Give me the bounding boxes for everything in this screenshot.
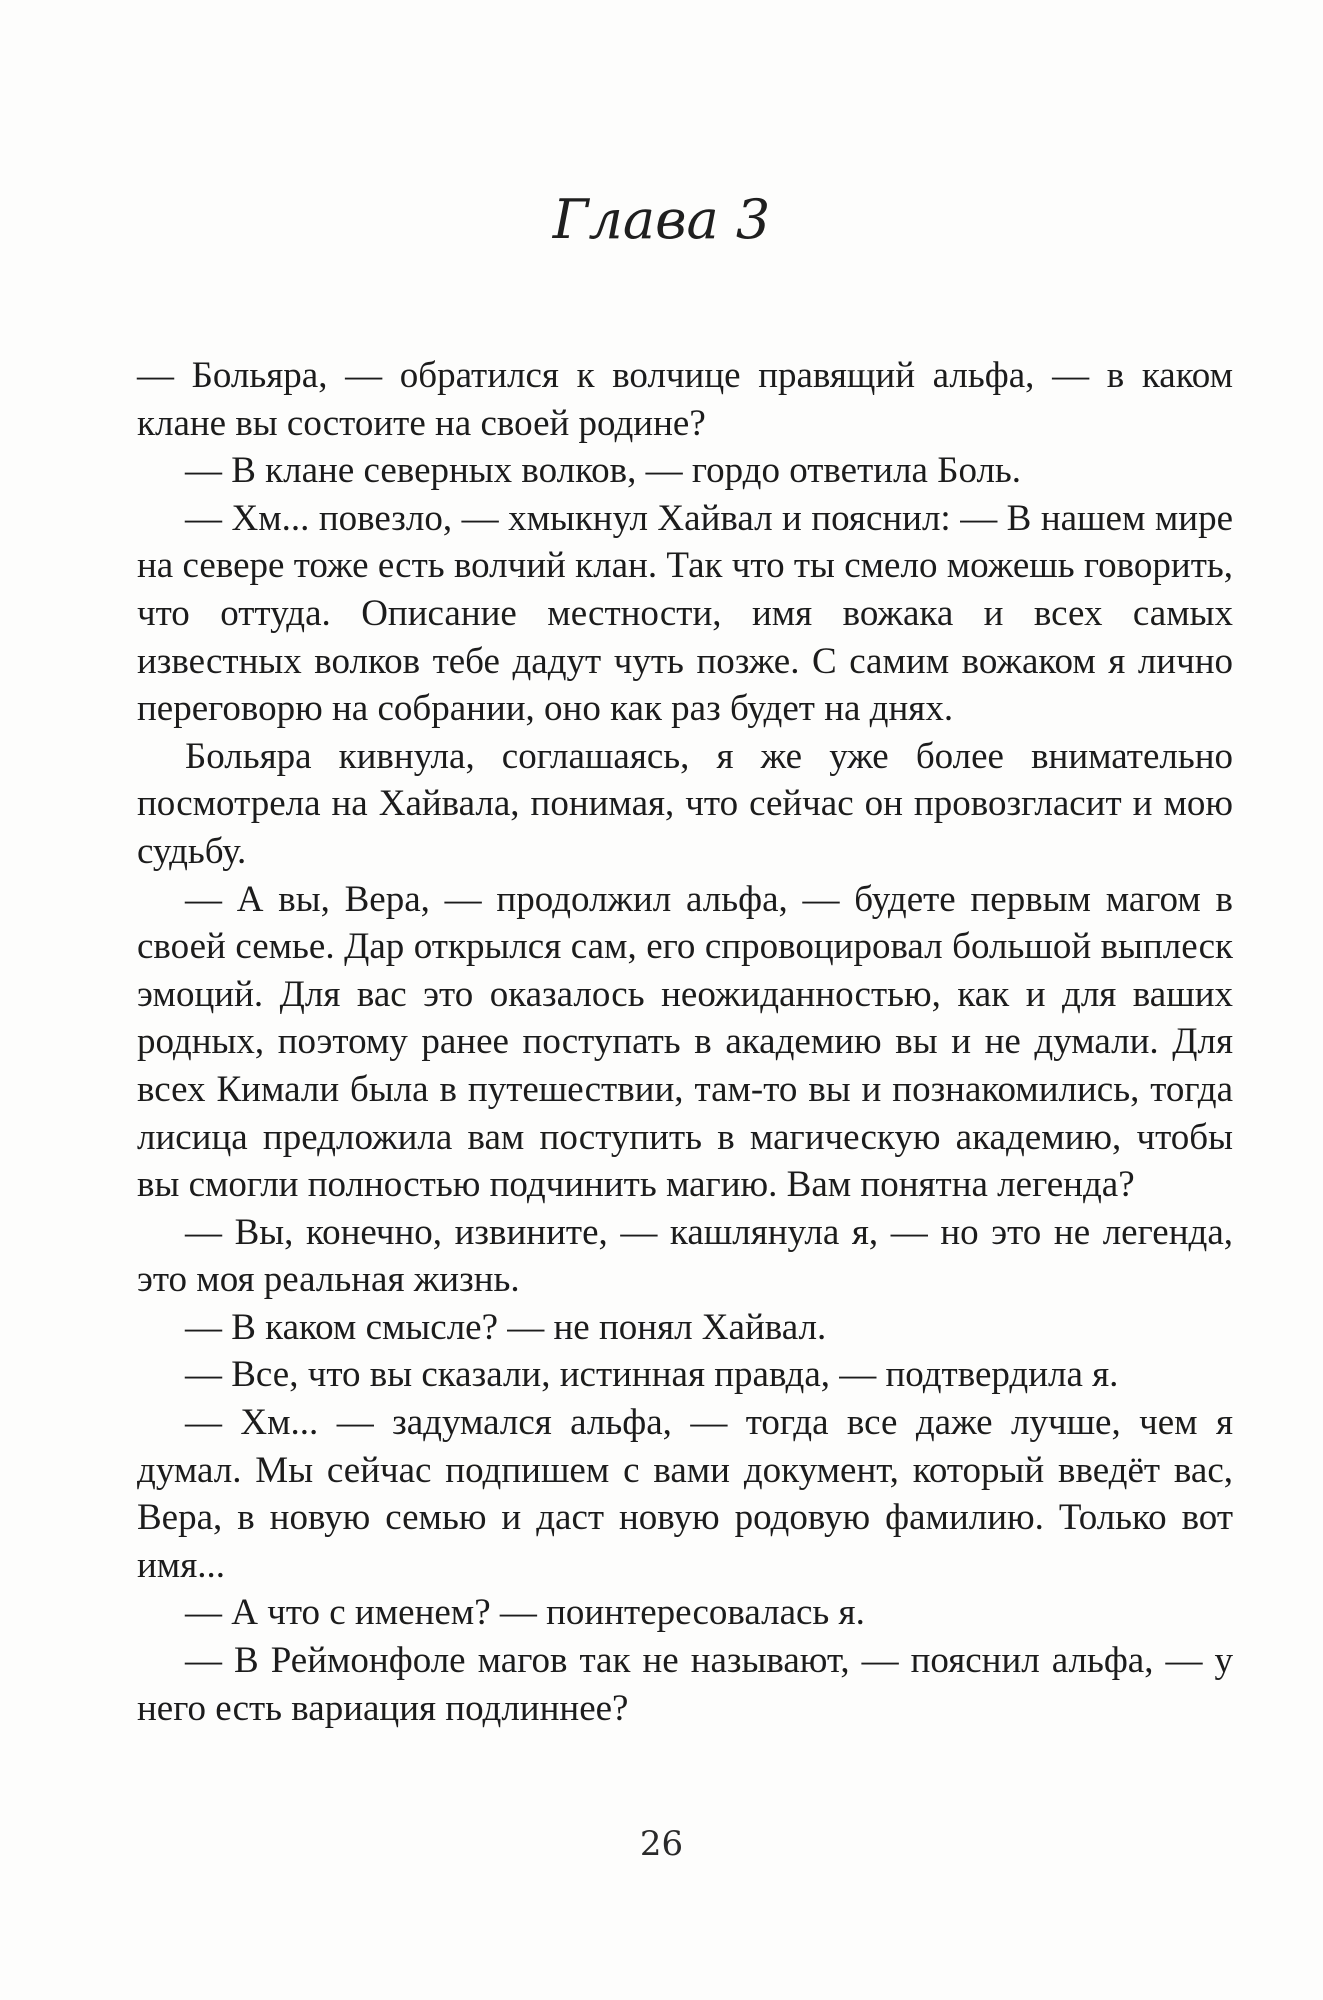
paragraph: — А что с именем? — поинтересовалась я. bbox=[185, 1592, 865, 1634]
paragraph: — В каком смысле? — не понял Хайвал. bbox=[185, 1306, 827, 1348]
paragraph: — В клане северных волков, — гордо ответила Боль. bbox=[185, 450, 1022, 492]
chapter-body bbox=[137, 352, 1233, 1732]
paragraph: — Хм... повезло, — хмыкнул Хайвал и пояснил: — В нашем мире на севере тоже есть волчий клан. Так что ты смело можешь говорить, что оттуда. Описание местности, имя вожака и всех самых известных волков тебе дадут чуть позже. С самим вожаком я лично переговорю на собрании, оно как раз будет на днях. bbox=[137, 497, 1233, 730]
paragraph: — Все, что вы сказали, истинная правда, — подтвердила я. bbox=[185, 1354, 1119, 1396]
paragraph: — Хм... — задумался альфа, — тогда все даже лучше, чем я думал. Мы сейчас подпишем с вами документ, который введёт вас, Вера, в новую семью и даст новую родовую фамилию. Только вот имя... bbox=[137, 1402, 1233, 1586]
page-number: 26 bbox=[639, 1824, 684, 1864]
chapter-title: Глава 3 bbox=[552, 188, 771, 251]
paragraph: Больяра кивнула, соглашаясь, я же уже более внимательно посмотрела на Хайвала, понимая, что сейчас он провозгласит и мою судьбу. bbox=[137, 735, 1233, 872]
paragraph: — Вы, конечно, извините, — кашлянула я, — но это не легенда, это моя реальная жизнь. bbox=[137, 1211, 1233, 1301]
paragraph: — Больяра, — обратился к волчице правящий альфа, — в каком клане вы состоите на своей родине? bbox=[137, 355, 1233, 444]
paragraph: — В Реймонфоле магов так не называют, — пояснил альфа, — у него есть вариация подлиннее? bbox=[137, 1640, 1233, 1729]
paragraph: — А вы, Вера, — продолжил альфа, — будете первым магом в своей семье. Дар открылся сам, его спровоцировал большой выплеск эмоций. Для вас это оказалось неожиданностью, как и для ваших родных, поэтому ранее поступать в академию вы и не думали. Для всех Кимали была в путешествии, там-то вы и познакомились, тогда лисица предложила вам поступить в магическую академию, чтобы вы смогли полностью подчинить магию. Вам понятна легенда? bbox=[137, 878, 1233, 1206]
